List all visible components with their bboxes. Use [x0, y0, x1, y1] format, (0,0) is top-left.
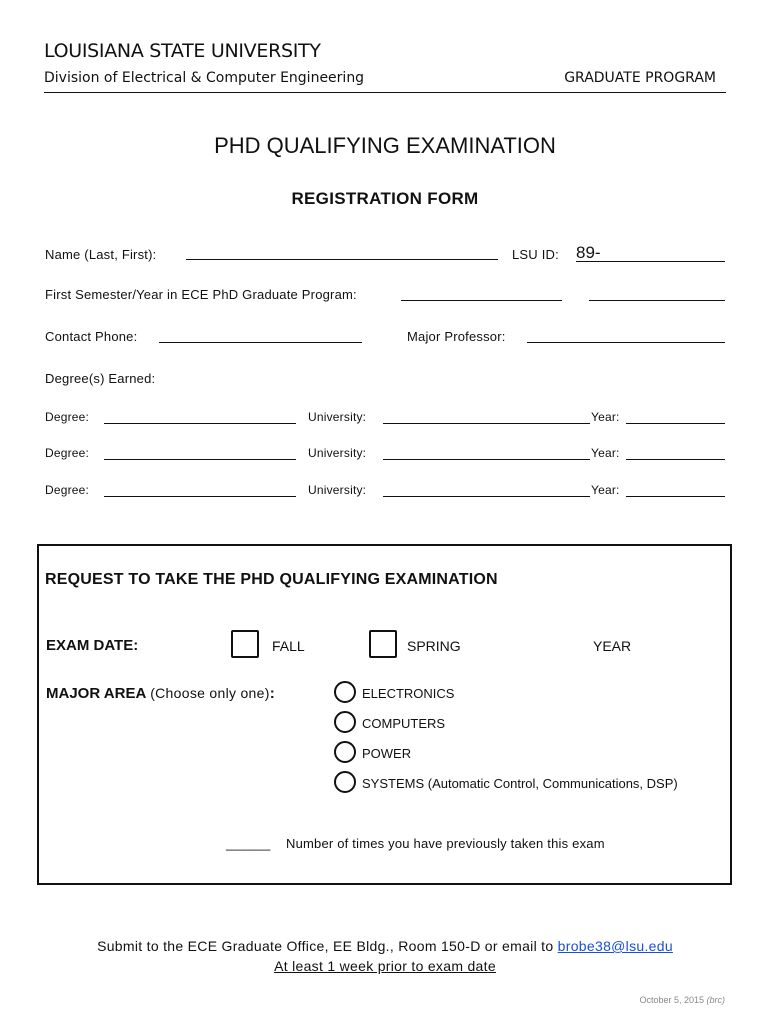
university-name: LOUISIANA STATE UNIVERSITY [44, 40, 321, 62]
fall-label: FALL [272, 638, 305, 654]
lsu-id-label: LSU ID: [512, 247, 559, 262]
date-text: October 5, 2015 [639, 995, 704, 1005]
computers-radio[interactable] [334, 711, 356, 733]
university-field[interactable] [383, 496, 590, 497]
page-title: PHD QUALIFYING EXAMINATION [214, 133, 556, 158]
electronics-label: ELECTRONICS [362, 686, 455, 701]
university-label: University: [308, 410, 367, 424]
computers-label: COMPUTERS [362, 716, 446, 731]
header-rule [44, 92, 726, 93]
degree-field[interactable] [104, 423, 296, 424]
spring-label: SPRING [407, 638, 461, 654]
university-label: University: [308, 483, 367, 497]
major-area-colon: : [269, 685, 275, 702]
revision-date [639, 995, 725, 1005]
lsu-id-field[interactable] [576, 261, 725, 262]
systems-label: SYSTEMS (Automatic Control, Communications, DSP) [362, 776, 678, 791]
division-name: Division of Electrical & Computer Engineering [44, 70, 365, 86]
power-label: POWER [362, 746, 412, 761]
exam-date-label: EXAM DATE: [46, 637, 139, 654]
year-field[interactable] [626, 496, 725, 497]
times-taken-label: Number of times you have previously taken this exam [286, 836, 605, 851]
power-radio[interactable] [334, 741, 356, 763]
university-field[interactable] [383, 459, 590, 460]
year-field[interactable] [626, 459, 725, 460]
contact-phone-field[interactable] [159, 342, 362, 343]
degrees-earned-label: Degree(s) Earned: [45, 371, 156, 386]
year-label: Year: [591, 446, 620, 460]
times-taken-field[interactable]: ______ [226, 836, 271, 851]
degree-label: Degree: [45, 483, 90, 497]
major-area-label: MAJOR AREA [46, 685, 147, 702]
contact-phone-label: Contact Phone: [45, 329, 138, 344]
electronics-radio[interactable] [334, 681, 356, 703]
first-year-field[interactable] [589, 300, 725, 301]
request-title: REQUEST TO TAKE THE PHD QUALIFYING EXAMINATION [45, 571, 498, 588]
name-label: Name (Last, First): [45, 247, 157, 262]
lsu-id-prefix: 89- [576, 243, 601, 262]
deadline-note [0, 958, 770, 974]
request-box [37, 544, 732, 885]
degree-label: Degree: [45, 410, 90, 424]
year-label: Year: [591, 483, 620, 497]
degree-label: Degree: [45, 446, 90, 460]
name-field[interactable] [186, 259, 498, 260]
systems-radio[interactable] [334, 771, 356, 793]
major-professor-label: Major Professor: [407, 329, 506, 344]
major-area-hint: (Choose only one) [150, 685, 270, 701]
degree-field[interactable] [104, 459, 296, 460]
program-name: GRADUATE PROGRAM [564, 70, 716, 86]
first-semester-field[interactable] [401, 300, 562, 301]
fall-checkbox[interactable] [231, 630, 259, 658]
year-label: YEAR [593, 638, 632, 654]
year-field[interactable] [626, 423, 725, 424]
major-professor-field[interactable] [527, 342, 725, 343]
first-semester-label: First Semester/Year in ECE PhD Graduate Program: [45, 287, 357, 302]
major-area-heading [46, 685, 275, 702]
submit-text: Submit to the ECE Graduate Office, EE Bldg., Room 150-D or email to [97, 938, 554, 954]
email-link[interactable]: brobe38@lsu.edu [557, 938, 673, 954]
spring-checkbox[interactable] [369, 630, 397, 658]
year-label: Year: [591, 410, 620, 424]
submit-instructions [0, 938, 770, 954]
initials-text: (brc) [706, 995, 725, 1005]
deadline-text: At least 1 week prior to exam date [274, 958, 496, 974]
university-field[interactable] [383, 423, 590, 424]
university-label: University: [308, 446, 367, 460]
form-subtitle: REGISTRATION FORM [291, 189, 479, 208]
degree-field[interactable] [104, 496, 296, 497]
